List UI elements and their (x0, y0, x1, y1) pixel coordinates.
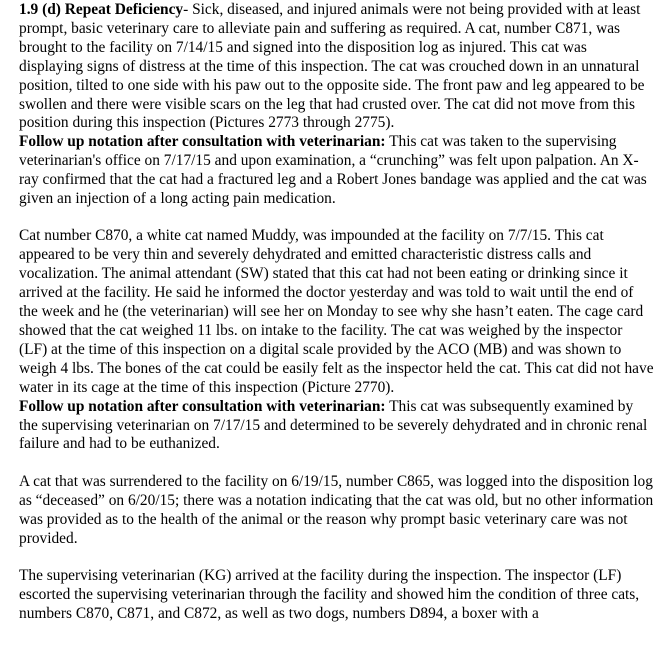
paragraph-supervising-vet-text: The supervising veterinarian (KG) arrived at the facility during the inspection. The inspector (LF) escorted the supervising veterinarian through the facility and showed him the condition of three cats, numbers C870, C871, and C872, as well as two dogs, numbers D894, a boxer with a (19, 566, 640, 622)
paragraph-spacer (19, 209, 654, 228)
paragraph-spacer (19, 548, 654, 567)
paragraph-c865-text: A cat that was surrendered to the facility on 6/19/15, number C865, was logged into the disposition log as “deceased” on 6/20/15; there was a notation indicating that the cat was old, but no other information was provided as to the health of the animal or the reason why prompt basic veterinary care was not provided. (19, 472, 654, 547)
paragraph-supervising-vet (19, 567, 654, 624)
paragraph-spacer (19, 454, 654, 473)
followup-c870-text: This cat was subsequently examined by the supervising veterinarian on 7/17/15 and determined to be severely dehydrated and in chronic renal failure and had to be euthanized. (19, 397, 648, 453)
followup-c870 (19, 398, 654, 455)
followup-c871 (19, 133, 654, 209)
paragraph-c870 (19, 227, 654, 397)
followup-label: Follow up notation after consultation with veterinarian: (19, 133, 386, 151)
paragraph-c870-text: Cat number C870, a white cat named Muddy, was impounded at the facility on 7/7/15. This cat appeared to be very thin and severely dehydrated and emitted characteristic distress calls and vocalization. The animal attendant (SW) stated that this cat had not been eating or drinking since it arrived at the facility. He said he informed the doctor yesterday and was told to wait until the end of the week and he (the veterinarian) will see her on Monday to see why she hasn’t eaten. The cage card showed that the cat weighed 11 lbs. on intake to the facility. The cat was weighed by the inspector (LF) at the time of this inspection on a digital scale provided by the ACO (MB) and was shown to weigh 4 lbs. The bones of the cat could be easily felt as the inspector held the cat. This cat did not have water in its cage at the time of this inspection (Picture 2770). (19, 227, 654, 396)
section-heading: 1.9 (d) Repeat Deficiency (19, 1, 184, 18)
paragraph-c871 (19, 1, 654, 133)
followup-label: Follow up notation after consultation with veterinarian: (19, 397, 386, 415)
followup-c871-text: This cat was taken to the supervising veterinarian's office on 7/17/15 and upon examination, a “crunching” was felt upon palpation. An X-ray confirmed that the cat had a fractured leg and a Robert Jones bandage was applied and the cat was given an injection of a long acting pain medication. (19, 133, 647, 208)
intro-text: - Sick, diseased, and injured animals were not being provided with at least prompt, basic veterinary care to alleviate pain and suffering as required. A cat, number C871, was brought to the facility on 7/14/15 and signed into the disposition log as injured. This cat was displaying signs of distress at the time of this inspection. The cat was crouched down in an unnatural position, tilted to one side with his paw out to the opposite side. The front paw and leg appeared to be swollen and there were visible scars on the leg that had crusted over. The cat did not move from this position during this inspection (Pictures 2773 through 2775). (19, 1, 645, 132)
paragraph-c865 (19, 473, 654, 549)
